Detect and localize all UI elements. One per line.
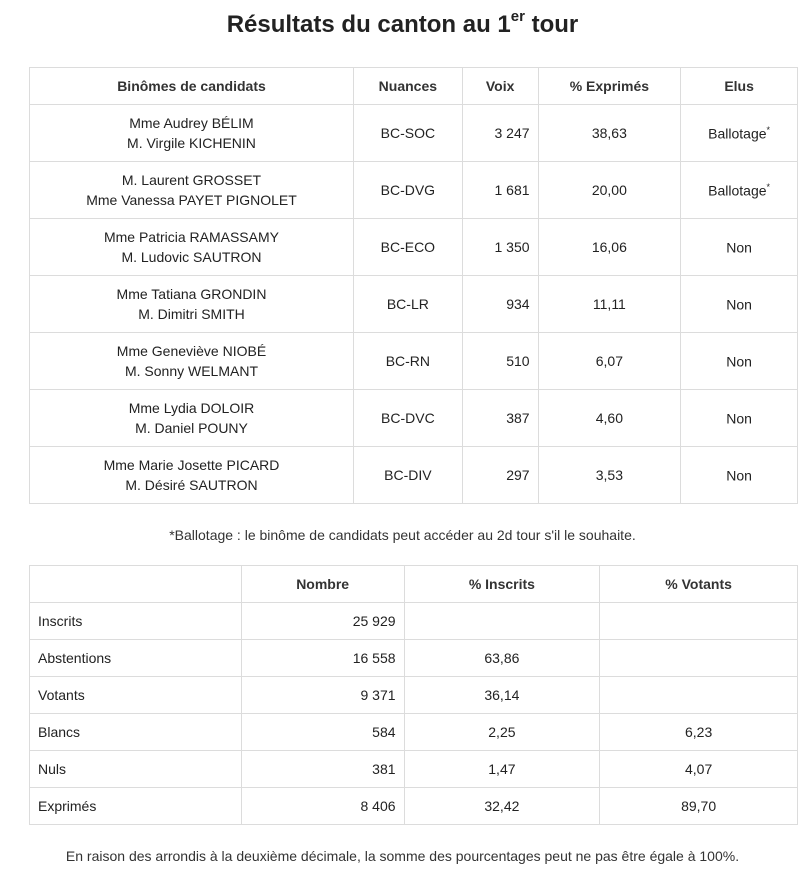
candidate-pair bbox=[30, 390, 354, 447]
elus-status: Non bbox=[726, 296, 752, 313]
stat-label: Inscrits bbox=[30, 603, 242, 640]
table-row bbox=[30, 276, 798, 333]
stat-label: Exprimés bbox=[30, 788, 242, 825]
footnote: En raison des arrondis à la deuxième décimale, la somme des pourcentages peut ne pas être égale à 100%. bbox=[65, 848, 740, 864]
stat-nombre: 9 371 bbox=[241, 677, 404, 714]
elus-cell bbox=[681, 219, 798, 276]
candidate-pair bbox=[30, 276, 354, 333]
stat-pct-votants bbox=[600, 640, 798, 677]
elus-status: Non bbox=[726, 239, 752, 256]
table-header-row bbox=[30, 566, 798, 603]
candidate-name-2: M. Dimitri SMITH bbox=[138, 306, 245, 322]
candidate-name-2: M. Daniel POUNY bbox=[135, 420, 248, 436]
stat-pct-inscrits: 2,25 bbox=[404, 714, 600, 751]
stat-pct-votants bbox=[600, 603, 798, 640]
pct-exprimes-cell: 3,53 bbox=[538, 447, 681, 504]
table-row bbox=[30, 333, 798, 390]
stat-nombre: 16 558 bbox=[241, 640, 404, 677]
voix-cell: 297 bbox=[462, 447, 538, 504]
table-row bbox=[30, 751, 798, 788]
candidate-pair bbox=[30, 162, 354, 219]
page-title: Résultats du canton au 1er tour bbox=[226, 8, 579, 38]
stat-label: Votants bbox=[30, 677, 242, 714]
candidate-name-2: M. Sonny WELMANT bbox=[124, 363, 258, 379]
nuance-cell: BC-DVC bbox=[353, 390, 462, 447]
header-voix: Voix bbox=[462, 68, 538, 105]
voix-cell: 1 681 bbox=[462, 162, 538, 219]
stat-label: Abstentions bbox=[30, 640, 242, 677]
pct-exprimes-cell: 4,60 bbox=[538, 390, 681, 447]
nuance-cell: BC-LR bbox=[353, 276, 462, 333]
candidate-name-1: Mme Patricia RAMASSAMY bbox=[103, 229, 279, 245]
nuance-cell: BC-DIV bbox=[353, 447, 462, 504]
table-row bbox=[30, 162, 798, 219]
pct-exprimes-cell: 16,06 bbox=[538, 219, 681, 276]
header-pct-exprimes: % Exprimés bbox=[538, 68, 681, 105]
voix-cell: 3 247 bbox=[462, 105, 538, 162]
stat-pct-votants: 89,70 bbox=[600, 788, 798, 825]
stat-nombre: 381 bbox=[241, 751, 404, 788]
candidate-name-1: Mme Tatiana GRONDIN bbox=[116, 286, 267, 302]
candidate-name-1: Mme Audrey BÉLIM bbox=[129, 115, 254, 131]
elus-cell bbox=[681, 276, 798, 333]
table-row bbox=[30, 714, 798, 751]
elus-cell bbox=[681, 390, 798, 447]
elus-status: Non bbox=[726, 467, 752, 484]
stat-label: Blancs bbox=[30, 714, 242, 751]
candidate-name-1: Mme Geneviève NIOBÉ bbox=[116, 343, 267, 359]
stat-pct-votants: 6,23 bbox=[600, 714, 798, 751]
elus-status: Non bbox=[726, 410, 752, 427]
pct-exprimes-cell: 11,11 bbox=[538, 276, 681, 333]
nuance-cell: BC-SOC bbox=[353, 105, 462, 162]
candidate-pair bbox=[30, 333, 354, 390]
elus-status: Non bbox=[726, 353, 752, 370]
candidate-pair bbox=[30, 219, 354, 276]
asterisk: * bbox=[766, 181, 771, 192]
candidate-name-2: M. Virgile KICHENIN bbox=[127, 135, 256, 151]
stat-nombre: 8 406 bbox=[241, 788, 404, 825]
candidate-name-1: Mme Lydia DOLOIR bbox=[128, 400, 255, 416]
voix-cell: 1 350 bbox=[462, 219, 538, 276]
stat-label: Nuls bbox=[30, 751, 242, 788]
pct-exprimes-cell: 20,00 bbox=[538, 162, 681, 219]
stat-pct-inscrits bbox=[404, 603, 600, 640]
header-binomes: Binômes de candidats bbox=[30, 68, 354, 105]
pct-exprimes-cell: 6,07 bbox=[538, 333, 681, 390]
voix-cell: 387 bbox=[462, 390, 538, 447]
candidate-name-2: Mme Vanessa PAYET PIGNOLET bbox=[86, 192, 297, 208]
stat-nombre: 25 929 bbox=[241, 603, 404, 640]
participation-table bbox=[29, 565, 798, 825]
table-row bbox=[30, 603, 798, 640]
nuance-cell: BC-ECO bbox=[353, 219, 462, 276]
asterisk: * bbox=[766, 124, 771, 135]
candidate-name-1: Mme Marie Josette PICARD bbox=[103, 457, 280, 473]
header-pct-inscrits: % Inscrits bbox=[404, 566, 600, 603]
candidate-name-2: M. Ludovic SAUTRON bbox=[121, 249, 262, 265]
stat-pct-inscrits: 32,42 bbox=[404, 788, 600, 825]
ballotage-note: *Ballotage : le binôme de candidats peut accéder au 2d tour s'il le souhaite. bbox=[169, 527, 636, 543]
header-empty bbox=[30, 566, 242, 603]
elus-cell bbox=[681, 447, 798, 504]
voix-cell: 934 bbox=[462, 276, 538, 333]
table-row bbox=[30, 105, 798, 162]
elus-cell bbox=[681, 105, 798, 162]
nuance-cell: BC-RN bbox=[353, 333, 462, 390]
candidate-pair bbox=[30, 447, 354, 504]
elus-cell bbox=[681, 162, 798, 219]
candidate-name-2: M. Désiré SAUTRON bbox=[125, 477, 258, 493]
elus-status: Ballotage bbox=[708, 182, 767, 199]
header-nuances: Nuances bbox=[353, 68, 462, 105]
table-row bbox=[30, 677, 798, 714]
stat-pct-votants: 4,07 bbox=[600, 751, 798, 788]
stat-pct-inscrits: 1,47 bbox=[404, 751, 600, 788]
pct-exprimes-cell: 38,63 bbox=[538, 105, 681, 162]
candidates-table bbox=[29, 67, 798, 504]
table-row bbox=[30, 640, 798, 677]
nuance-cell: BC-DVG bbox=[353, 162, 462, 219]
candidate-pair bbox=[30, 105, 354, 162]
stat-nombre: 584 bbox=[241, 714, 404, 751]
table-header-row bbox=[30, 68, 798, 105]
header-nombre: Nombre bbox=[241, 566, 404, 603]
table-row bbox=[30, 447, 798, 504]
elus-cell bbox=[681, 333, 798, 390]
table-row bbox=[30, 219, 798, 276]
stat-pct-votants bbox=[600, 677, 798, 714]
header-pct-votants: % Votants bbox=[600, 566, 798, 603]
stat-pct-inscrits: 63,86 bbox=[404, 640, 600, 677]
header-elus: Elus bbox=[681, 68, 798, 105]
stat-pct-inscrits: 36,14 bbox=[404, 677, 600, 714]
voix-cell: 510 bbox=[462, 333, 538, 390]
table-row bbox=[30, 788, 798, 825]
elus-status: Ballotage bbox=[708, 125, 767, 142]
table-row bbox=[30, 390, 798, 447]
candidate-name-1: M. Laurent GROSSET bbox=[121, 172, 262, 188]
